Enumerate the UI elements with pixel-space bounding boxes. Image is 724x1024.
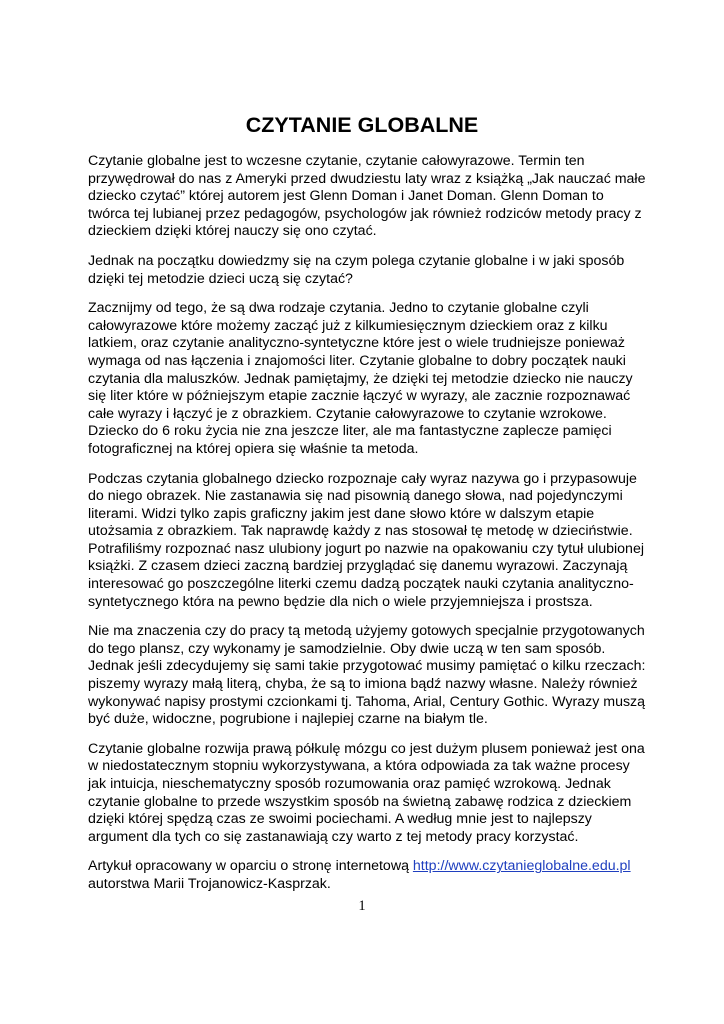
source-note-prefix: Artykuł opracowany w oparciu o stronę internetową — [88, 858, 413, 875]
page-number: 1 — [358, 898, 366, 914]
paragraph-6: Czytanie globalne rozwija prawą półkulę mózgu co jest dużym plusem ponieważ jest ona w niedostatecznym stopniu wykorzystywana, a która odpowiada za tak ważne procesy jak intuicja, nieschematyczny sposób rozumowania oraz pamięć wzrokową. Jednak czytanie globalne to przede wszystkim sposób na świetną zabawę rodzica z dzieckiem dzięki której spędzą czas ze swoimi pociechami. A według mnie jest to najlepszy argument dla tych co się zastanawiają czy warto z tej metody pracy korzystać. — [88, 740, 645, 845]
paragraph-1: Czytanie globalne jest to wczesne czytanie, czytanie całowyrazowe. Termin ten przywędrował do nas z Ameryki przed dwudziestu laty wraz z książką „Jak nauczać małe dziecko czytać” której autorem jest Glenn Doman i Janet Doman. Glenn Doman to twórca tej lubianej przez pedagogów, psychologów jak również rodziców metody pracy z dzieckiem dzięki której nauczy się ono czytać. — [88, 153, 646, 240]
paragraph-2: Jednak na początku dowiedzmy się na czym polega czytanie globalne i w jaki sposób dzięki tej metodzie dzieci uczą się czytać? — [88, 252, 625, 287]
paragraph-4: Podczas czytania globalnego dziecko rozpoznaje cały wyraz nazywa go i przypasowuje do niego obrazek. Nie zastanawia się nad pisownią danego słowa, nad pojedynczymi literami. Widzi tylko zapis graficzny jakim jest dane słowo które w dalszym etapie utożsamia z obrazkiem. Tak naprawdę każdy z nas stosował tę metodę w dzieciństwie. Potrafiliśmy rozpoznać nasz ulubiony jogurt po nazwie na opakowaniu czy tytuł ulubionej książki. Z czasem dzieci zaczną bardziej przyglądać się danemu wyrazowi. Zaczynają interesować go poszczególne literki czemu dadzą początek nauki czytania analityczno-syntetycznego która na pewno będzie dla nich o wiele przyjemniejsza i prostsza. — [88, 470, 644, 610]
source-note — [88, 858, 648, 893]
article-body — [88, 153, 648, 906]
source-link[interactable]: http://www.czytanieglobalne.edu.pl — [412, 858, 631, 875]
paragraph-3: Zacznijmy od tego, że są dwa rodzaje czytania. Jedno to czytanie globalne czyli całowyrazowe które możemy zacząć już z kilkumiesięcznym dzieckiem oraz z kilku latkiem, oraz czytanie analityczno-syntetyczne które jest o wiele trudniejsze ponieważ wymaga od nas łączenia i znajomości liter. Czytanie globalne to dobry początek nauki czytania dla maluszków. Jednak pamiętajmy, że dzięki tej metodzie dziecko nie nauczy się liter które w późniejszym etapie zacznie łączyć w wyrazy, ale zacznie rozpoznawać całe wyrazy i łączyć je z obrazkiem. Czytanie całowyrazowe to czytanie wzrokowe. Dziecko do 6 roku życia nie zna jeszcze liter, ale ma fantastyczne zaplecze pamięci fotograficznej na której opiera się właśnie ta metoda. — [88, 300, 633, 457]
document-title: CZYTANIE GLOBALNE — [245, 113, 479, 137]
source-note-author: autorstwa Marii Trojanowicz-Kasprzak. — [88, 875, 331, 892]
paragraph-5: Nie ma znaczenia czy do pracy tą metodą użyjemy gotowych specjalnie przygotowanych do tego plansz, czy wykonamy je samodzielnie. Oby dwie uczą w ten sam sposób. Jednak jeśli zdecydujemy się sami takie przygotować musimy pamiętać o kilku rzeczach: piszemy wyrazy małą literą, chyba, że są to imiona bądź nazwy własne. Należy również wykonywać napisy prostymi czcionkami tj. Tahoma, Arial, Century Gothic. Wyrazy muszą być duże, widoczne, pogrubione i najlepiej czarne na białym tle. — [88, 623, 646, 728]
